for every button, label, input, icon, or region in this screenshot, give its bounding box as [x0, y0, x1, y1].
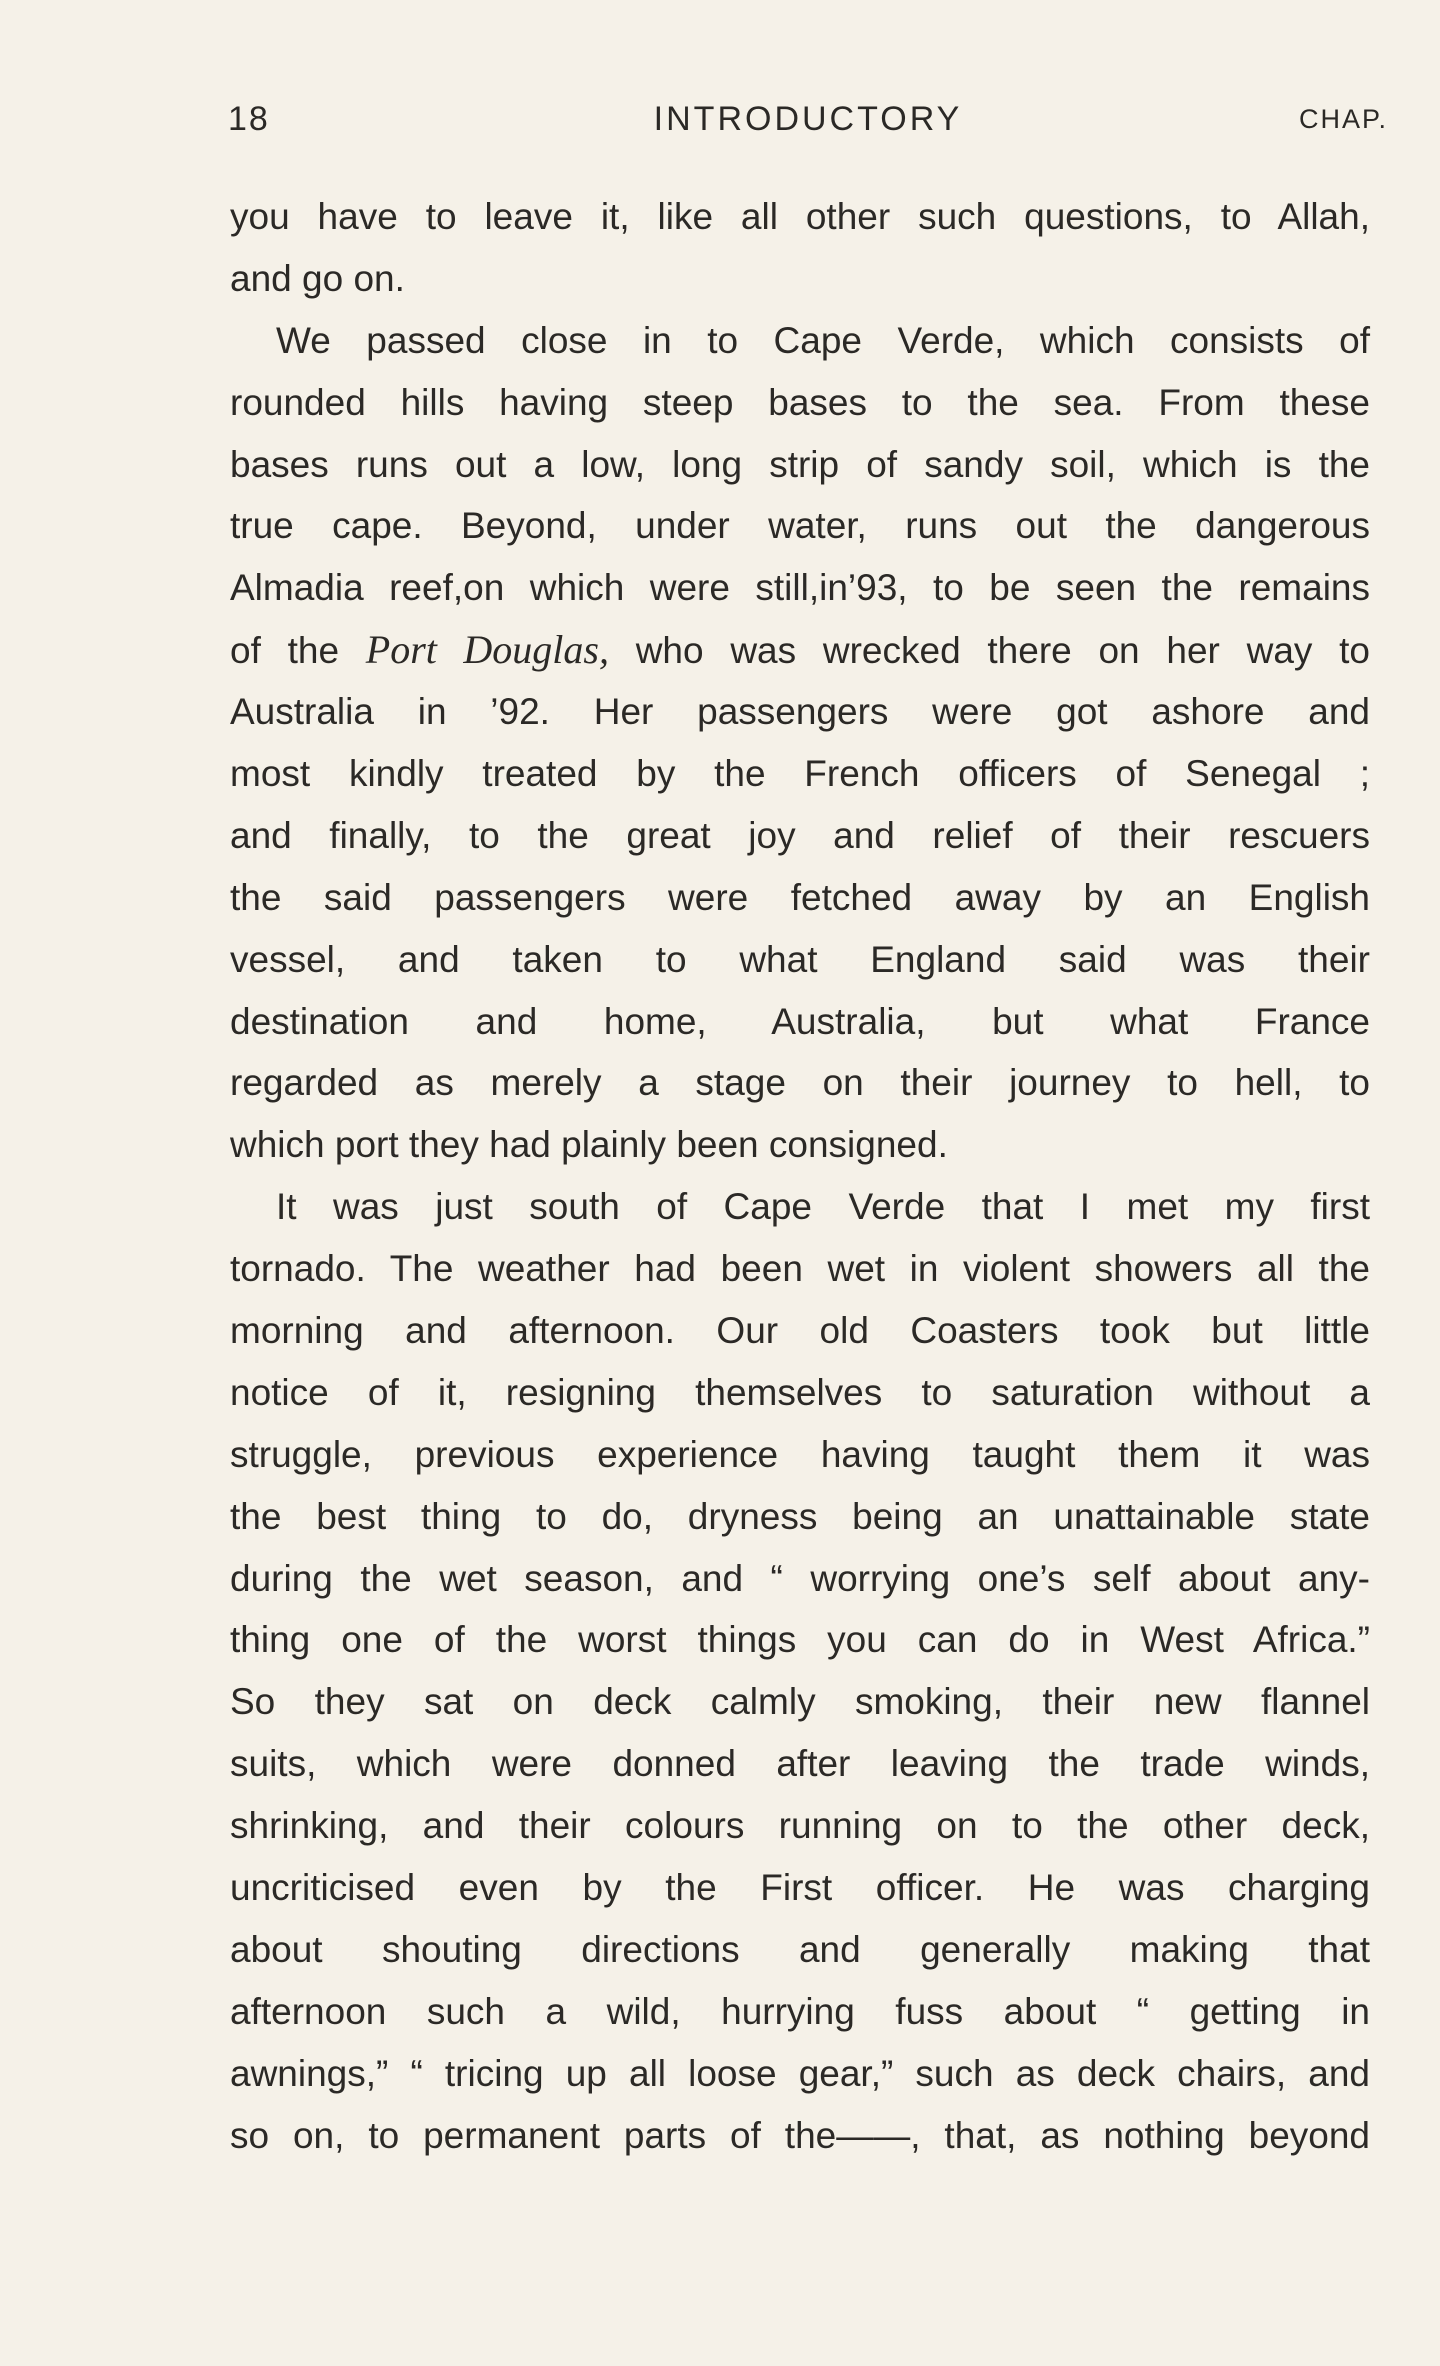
text-line: Almadia reef,on which were still,in’93, to be seen the remains	[230, 567, 1370, 609]
text-line: which port they had plainly been consigned.	[230, 1124, 948, 1166]
text-line: the best thing to do, dryness being an unattainable state	[230, 1495, 1370, 1537]
running-header	[228, 100, 1388, 160]
text-line: It was just south of Cape Verde that I met my first	[276, 1186, 1370, 1228]
text-line: so on, to permanent parts of the——, that, as nothing beyond	[230, 2114, 1370, 2156]
text-segment: of the	[230, 630, 366, 672]
text-line: notice of it, resigning themselves to saturation without a	[230, 1371, 1370, 1413]
body-text	[230, 186, 1370, 2167]
text-line: Australia in ’92. Her passengers were got ashore and	[230, 691, 1370, 733]
ship-name-italic: Port Douglas,	[365, 627, 609, 673]
text-line: and finally, to the great joy and relief of their rescuers	[230, 814, 1370, 856]
text-line: thing one of the worst things you can do in West Africa.”	[230, 1619, 1370, 1661]
text-line: destination and home, Australia, but what France	[230, 1000, 1370, 1042]
text-line: about shouting directions and generally making that	[230, 1928, 1370, 1970]
text-line: and go on.	[230, 257, 405, 299]
text-line: uncriticised even by the First officer. He was charging	[230, 1867, 1370, 1909]
text-segment: who was wrecked there on her way to	[608, 630, 1370, 672]
running-title: INTRODUCTORY	[653, 100, 963, 138]
text-line: We passed close in to Cape Verde, which consists of	[276, 319, 1370, 361]
text-line: rounded hills having steep bases to the sea. From these	[230, 381, 1370, 423]
text-line: So they sat on deck calmly smoking, their new flannel	[230, 1681, 1370, 1723]
text-line: bases runs out a low, long strip of sandy soil, which is the	[230, 443, 1370, 485]
page-number: 18	[228, 100, 270, 138]
text-line: vessel, and taken to what England said was their	[230, 938, 1370, 980]
text-line: shrinking, and their colours running on to the other deck,	[230, 1805, 1370, 1847]
text-line: suits, which were donned after leaving the trade winds,	[230, 1743, 1370, 1785]
text-line	[230, 619, 1370, 681]
text-line: most kindly treated by the French officers of Senegal ;	[230, 753, 1370, 795]
text-line: true cape. Beyond, under water, runs out the dangerous	[230, 505, 1370, 547]
text-line: struggle, previous experience having taught them it was	[230, 1433, 1370, 1475]
text-line: you have to leave it, like all other such questions, to Allah,	[230, 196, 1370, 237]
chapter-label: CHAP.	[1298, 104, 1388, 134]
text-line: tornado. The weather had been wet in violent showers all the	[230, 1248, 1370, 1290]
text-line: morning and afternoon. Our old Coasters took but little	[230, 1310, 1370, 1352]
text-line: afternoon such a wild, hurrying fuss about “ getting in	[230, 1990, 1370, 2032]
text-line: awnings,” “ tricing up all loose gear,” such as deck chairs, and	[230, 2052, 1370, 2094]
text-line: the said passengers were fetched away by an English	[230, 876, 1370, 918]
text-line: regarded as merely a stage on their journey to hell, to	[230, 1062, 1370, 1104]
text-line: during the wet season, and “ worrying one’s self about any-	[230, 1557, 1370, 1599]
